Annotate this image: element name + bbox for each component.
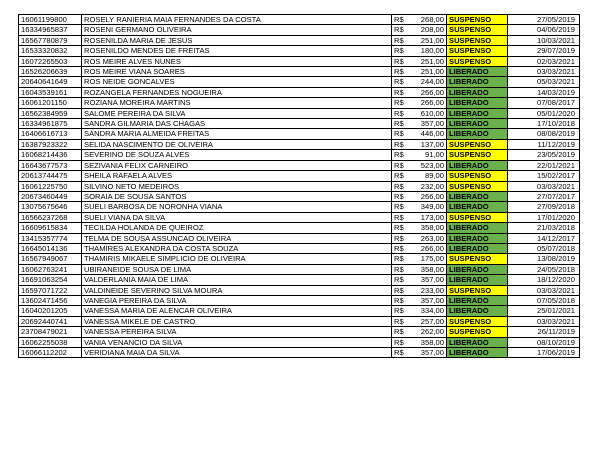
- amount: 266,00: [420, 87, 444, 97]
- cell-date[interactable]: 03/03/2021: [508, 181, 580, 191]
- cell-status[interactable]: SUSPENSO: [447, 56, 508, 66]
- amount: 268,00: [420, 15, 444, 24]
- cell-value[interactable]: [392, 98, 447, 108]
- cell-value[interactable]: [392, 77, 447, 87]
- currency-symbol: R$: [394, 327, 404, 337]
- cell-date[interactable]: 27/05/2019: [508, 15, 580, 25]
- amount: 357,00: [420, 295, 444, 305]
- cell-value[interactable]: [392, 223, 447, 233]
- cell-status[interactable]: LIBERADO: [447, 243, 508, 253]
- cell-status[interactable]: LIBERADO: [447, 160, 508, 170]
- table-row[interactable]: [19, 348, 580, 358]
- cell-id[interactable]: 16061199800: [19, 15, 82, 25]
- cell-value[interactable]: [392, 264, 447, 274]
- cell-name[interactable]: VANEGIA PEREIRA DA SILVA: [82, 295, 392, 305]
- cell-value[interactable]: [392, 108, 447, 118]
- cell-value[interactable]: [392, 129, 447, 139]
- beneficiary-table: [18, 14, 580, 358]
- table-row[interactable]: [19, 212, 580, 222]
- cell-name[interactable]: ROSENILDA MARIA DE JESUS: [82, 35, 392, 45]
- cell-value[interactable]: [392, 191, 447, 201]
- table-row[interactable]: [19, 77, 580, 87]
- cell-name[interactable]: SHEILA RAFAELA ALVES: [82, 171, 392, 181]
- currency-symbol: R$: [394, 275, 404, 285]
- currency-symbol: R$: [394, 129, 404, 139]
- currency-symbol: R$: [394, 243, 404, 253]
- cell-status[interactable]: LIBERADO: [447, 67, 508, 77]
- table-row[interactable]: [19, 46, 580, 56]
- cell-date[interactable]: 15/02/2017: [508, 171, 580, 181]
- table-row[interactable]: [19, 327, 580, 337]
- cell-id[interactable]: 16597071722: [19, 285, 82, 295]
- cell-value[interactable]: [392, 67, 447, 77]
- cell-id[interactable]: 16533320832: [19, 46, 82, 56]
- amount: 180,00: [420, 46, 444, 56]
- cell-date[interactable]: 29/07/2019: [508, 46, 580, 56]
- cell-date[interactable]: 18/12/2020: [508, 275, 580, 285]
- currency-symbol: R$: [394, 46, 404, 56]
- cell-name[interactable]: ROS NEIDE GONCALVES: [82, 77, 392, 87]
- cell-value[interactable]: [392, 139, 447, 149]
- currency-symbol: R$: [394, 348, 404, 357]
- currency-symbol: R$: [394, 77, 404, 87]
- cell-id[interactable]: 16406616713: [19, 129, 82, 139]
- table-row[interactable]: [19, 275, 580, 285]
- amount: 232,00: [420, 181, 444, 191]
- currency-symbol: R$: [394, 285, 404, 295]
- cell-value[interactable]: [392, 233, 447, 243]
- amount: 358,00: [420, 264, 444, 274]
- cell-id[interactable]: 16566237268: [19, 212, 82, 222]
- amount: 357,00: [420, 275, 444, 285]
- cell-id[interactable]: 16387923322: [19, 139, 82, 149]
- amount: 244,00: [420, 77, 444, 87]
- amount: 349,00: [420, 202, 444, 212]
- table-row[interactable]: [19, 108, 580, 118]
- amount: 262,00: [420, 327, 444, 337]
- cell-name[interactable]: ROZIANA MOREIRA MARTINS: [82, 98, 392, 108]
- table-row[interactable]: [19, 119, 580, 129]
- table-row[interactable]: [19, 285, 580, 295]
- amount: 334,00: [420, 306, 444, 316]
- cell-value[interactable]: [392, 285, 447, 295]
- cell-id[interactable]: 20640641649: [19, 77, 82, 87]
- cell-date[interactable]: 17/06/2019: [508, 348, 580, 358]
- currency-symbol: R$: [394, 337, 404, 347]
- cell-id[interactable]: 16062255038: [19, 337, 82, 347]
- cell-value[interactable]: [392, 181, 447, 191]
- cell-status[interactable]: LIBERADO: [447, 87, 508, 97]
- cell-value[interactable]: [392, 254, 447, 264]
- cell-name[interactable]: THAMIRES ALEXANDRA DA COSTA SOUZA: [82, 243, 392, 253]
- currency-symbol: R$: [394, 202, 404, 212]
- cell-value[interactable]: [392, 87, 447, 97]
- currency-symbol: R$: [394, 191, 404, 201]
- cell-id[interactable]: 20673460449: [19, 191, 82, 201]
- amount: 251,00: [420, 35, 444, 45]
- cell-date[interactable]: 07/08/2017: [508, 98, 580, 108]
- cell-value[interactable]: [392, 295, 447, 305]
- cell-date[interactable]: 07/05/2018: [508, 295, 580, 305]
- currency-symbol: R$: [394, 150, 404, 160]
- table-row[interactable]: [19, 181, 580, 191]
- table-row[interactable]: [19, 87, 580, 97]
- cell-date[interactable]: 25/01/2021: [508, 306, 580, 316]
- table-row[interactable]: [19, 223, 580, 233]
- cell-date[interactable]: 17/01/2020: [508, 212, 580, 222]
- cell-id[interactable]: 16072265503: [19, 56, 82, 66]
- cell-name[interactable]: SANDRA GILMARIA DAS CHAGAS: [82, 119, 392, 129]
- cell-name[interactable]: VERIDIANA MAIA DA SILVA: [82, 348, 392, 358]
- amount: 266,00: [420, 243, 444, 253]
- cell-name[interactable]: TECILDA HOLANDA DE QUEIROZ: [82, 223, 392, 233]
- cell-value[interactable]: [392, 15, 447, 25]
- cell-date[interactable]: 03/03/2021: [508, 316, 580, 326]
- cell-value[interactable]: [392, 119, 447, 129]
- currency-symbol: R$: [394, 139, 404, 149]
- table-row[interactable]: [19, 306, 580, 316]
- cell-status[interactable]: SUSPENSO: [447, 15, 508, 25]
- table-row[interactable]: [19, 139, 580, 149]
- cell-status[interactable]: LIBERADO: [447, 77, 508, 87]
- cell-value[interactable]: [392, 202, 447, 212]
- cell-id[interactable]: 16061225750: [19, 181, 82, 191]
- currency-symbol: R$: [394, 254, 404, 264]
- cell-id[interactable]: 16645014136: [19, 243, 82, 253]
- cell-value[interactable]: [392, 327, 447, 337]
- cell-date[interactable]: 08/10/2019: [508, 337, 580, 347]
- cell-name[interactable]: SELIDA NASCIMENTO DE OLIVEIRA: [82, 139, 392, 149]
- cell-status[interactable]: SUSPENSO: [447, 25, 508, 35]
- amount: 257,00: [420, 316, 444, 326]
- cell-status[interactable]: LIBERADO: [447, 191, 508, 201]
- cell-id[interactable]: 16567949067: [19, 254, 82, 264]
- table-row[interactable]: [19, 202, 580, 212]
- amount: 173,00: [420, 212, 444, 222]
- cell-date[interactable]: 23/05/2019: [508, 150, 580, 160]
- table-row[interactable]: [19, 316, 580, 326]
- cell-id[interactable]: 13602471456: [19, 295, 82, 305]
- cell-date[interactable]: 03/03/2021: [508, 285, 580, 295]
- cell-date[interactable]: 27/07/2017: [508, 191, 580, 201]
- table-row[interactable]: [19, 150, 580, 160]
- cell-status[interactable]: LIBERADO: [447, 295, 508, 305]
- table-row[interactable]: [19, 98, 580, 108]
- currency-symbol: R$: [394, 264, 404, 274]
- cell-value[interactable]: [392, 337, 447, 347]
- cell-status[interactable]: SUSPENSO: [447, 46, 508, 56]
- cell-value[interactable]: [392, 243, 447, 253]
- currency-symbol: R$: [394, 56, 404, 66]
- cell-date[interactable]: 26/11/2019: [508, 327, 580, 337]
- cell-name[interactable]: VANESSA PEREIRA SILVA: [82, 327, 392, 337]
- currency-symbol: R$: [394, 295, 404, 305]
- cell-value[interactable]: [392, 171, 447, 181]
- amount: 358,00: [420, 223, 444, 233]
- cell-name[interactable]: VALDERLANIA MAIA DE LIMA: [82, 275, 392, 285]
- cell-value[interactable]: [392, 46, 447, 56]
- cell-date[interactable]: 10/03/2021: [508, 35, 580, 45]
- amount: 251,00: [420, 67, 444, 77]
- cell-name[interactable]: SILVINO NETO MEDEIROS: [82, 181, 392, 191]
- cell-name[interactable]: ROSELY RANIERIA MAIA FERNANDES DA COSTA: [82, 15, 392, 25]
- table-row[interactable]: [19, 295, 580, 305]
- cell-status[interactable]: SUSPENSO: [447, 316, 508, 326]
- cell-status[interactable]: SUSPENSO: [447, 254, 508, 264]
- cell-name[interactable]: VANIA VENANCIO DA SILVA: [82, 337, 392, 347]
- currency-symbol: R$: [394, 119, 404, 129]
- amount: 91,00: [424, 150, 444, 160]
- cell-status[interactable]: LIBERADO: [447, 306, 508, 316]
- cell-id[interactable]: 13075675646: [19, 202, 82, 212]
- cell-value[interactable]: [392, 35, 447, 45]
- currency-symbol: R$: [394, 108, 404, 118]
- amount: 523,00: [420, 160, 444, 170]
- cell-value[interactable]: [392, 150, 447, 160]
- cell-name[interactable]: SEVERINO DE SOUZA ALVES: [82, 150, 392, 160]
- cell-name[interactable]: ROSENILDO MENDES DE FREITAS: [82, 46, 392, 56]
- cell-name[interactable]: ROZANGELA FERNANDES NOGUEIRA: [82, 87, 392, 97]
- cell-status[interactable]: SUSPENSO: [447, 181, 508, 191]
- cell-status[interactable]: SUSPENSO: [447, 327, 508, 337]
- cell-date[interactable]: 08/08/2019: [508, 129, 580, 139]
- cell-status[interactable]: LIBERADO: [447, 108, 508, 118]
- table-row[interactable]: [19, 191, 580, 201]
- cell-id[interactable]: 16066112202: [19, 348, 82, 358]
- cell-date[interactable]: 02/03/2021: [508, 56, 580, 66]
- cell-name[interactable]: SALOME PEREIRA DA SILVA: [82, 108, 392, 118]
- cell-name[interactable]: VANESSA MIKELE DE CASTRO: [82, 316, 392, 326]
- cell-id[interactable]: 16643677573: [19, 160, 82, 170]
- cell-status[interactable]: LIBERADO: [447, 119, 508, 129]
- table-row[interactable]: [19, 160, 580, 170]
- amount: 610,00: [420, 108, 444, 118]
- cell-id[interactable]: 16691063254: [19, 275, 82, 285]
- cell-value[interactable]: [392, 56, 447, 66]
- cell-date[interactable]: 14/12/2017: [508, 233, 580, 243]
- amount: 446,00: [420, 129, 444, 139]
- table-row[interactable]: [19, 67, 580, 77]
- currency-symbol: R$: [394, 25, 404, 35]
- cell-id[interactable]: 20692440741: [19, 316, 82, 326]
- cell-date[interactable]: 24/05/2018: [508, 264, 580, 274]
- cell-value[interactable]: [392, 275, 447, 285]
- cell-id[interactable]: 16068214436: [19, 150, 82, 160]
- amount: 266,00: [420, 191, 444, 201]
- amount: 137,00: [420, 139, 444, 149]
- cell-name[interactable]: THAMIRIS MIKAELE SIMPLICIO DE OLIVEIRA: [82, 254, 392, 264]
- amount: 89,00: [424, 171, 444, 181]
- currency-symbol: R$: [394, 67, 404, 77]
- cell-value[interactable]: [392, 316, 447, 326]
- cell-status[interactable]: LIBERADO: [447, 275, 508, 285]
- table-row[interactable]: [19, 15, 580, 25]
- cell-name[interactable]: VANESSA MARIA DE ALENCAR OLIVEIRA: [82, 306, 392, 316]
- cell-date[interactable]: 13/08/2019: [508, 254, 580, 264]
- cell-status[interactable]: SUSPENSO: [447, 285, 508, 295]
- amount: 358,00: [420, 337, 444, 347]
- cell-id[interactable]: 23708479021: [19, 327, 82, 337]
- cell-value[interactable]: [392, 25, 447, 35]
- currency-symbol: R$: [394, 35, 404, 45]
- table-row[interactable]: [19, 56, 580, 66]
- cell-id[interactable]: 16334961875: [19, 119, 82, 129]
- amount: 251,00: [420, 56, 444, 66]
- amount: 357,00: [420, 119, 444, 129]
- cell-name[interactable]: ROS MEIRE VIANA SOARES: [82, 67, 392, 77]
- currency-symbol: R$: [394, 181, 404, 191]
- cell-status[interactable]: SUSPENSO: [447, 150, 508, 160]
- spreadsheet: [18, 14, 578, 358]
- cell-name[interactable]: ROS MEIRE ALVES NUNES: [82, 56, 392, 66]
- cell-value[interactable]: [392, 348, 447, 358]
- table-body: [19, 15, 580, 358]
- cell-date[interactable]: 14/03/2019: [508, 87, 580, 97]
- table-row[interactable]: [19, 25, 580, 35]
- cell-name[interactable]: SEZIVANIA FELIX CARNEIRO: [82, 160, 392, 170]
- cell-status[interactable]: LIBERADO: [447, 223, 508, 233]
- cell-status[interactable]: LIBERADO: [447, 348, 508, 358]
- cell-status[interactable]: SUSPENSO: [447, 212, 508, 222]
- cell-date[interactable]: 04/06/2019: [508, 25, 580, 35]
- currency-symbol: R$: [394, 306, 404, 316]
- cell-date[interactable]: 03/03/2021: [508, 67, 580, 77]
- table-row[interactable]: [19, 35, 580, 45]
- cell-status[interactable]: LIBERADO: [447, 264, 508, 274]
- cell-status[interactable]: SUSPENSO: [447, 171, 508, 181]
- cell-id[interactable]: 16526206639: [19, 67, 82, 77]
- cell-name[interactable]: VALDINEIDE SEVERINO SILVA MOURA: [82, 285, 392, 295]
- cell-id[interactable]: 16334965837: [19, 25, 82, 35]
- cell-id[interactable]: 16609615834: [19, 223, 82, 233]
- cell-date[interactable]: 22/01/2021: [508, 160, 580, 170]
- table-row[interactable]: [19, 254, 580, 264]
- cell-status[interactable]: LIBERADO: [447, 98, 508, 108]
- cell-date[interactable]: 11/12/2019: [508, 139, 580, 149]
- cell-status[interactable]: LIBERADO: [447, 129, 508, 139]
- table-row[interactable]: [19, 129, 580, 139]
- cell-name[interactable]: ROSENI GERMANO OLIVEIRA: [82, 25, 392, 35]
- currency-symbol: R$: [394, 212, 404, 222]
- cell-id[interactable]: 13415357774: [19, 233, 82, 243]
- cell-date[interactable]: 05/03/2021: [508, 77, 580, 87]
- amount: 266,00: [420, 98, 444, 108]
- amount: 208,00: [420, 25, 444, 35]
- cell-status[interactable]: LIBERADO: [447, 337, 508, 347]
- cell-id[interactable]: 16043539161: [19, 87, 82, 97]
- cell-status[interactable]: SUSPENSO: [447, 139, 508, 149]
- table-row[interactable]: [19, 233, 580, 243]
- table-row[interactable]: [19, 171, 580, 181]
- cell-name[interactable]: SUELI VIANA DA SILVA: [82, 212, 392, 222]
- cell-name[interactable]: SUELI BARBOSA DE NORONHA VIANA: [82, 202, 392, 212]
- cell-status[interactable]: LIBERADO: [447, 233, 508, 243]
- cell-status[interactable]: LIBERADO: [447, 202, 508, 212]
- cell-id[interactable]: 16062763241: [19, 264, 82, 274]
- currency-symbol: R$: [394, 171, 404, 181]
- cell-name[interactable]: TELMA DE SOUSA ASSUNCAO OLIVEIRA: [82, 233, 392, 243]
- cell-date[interactable]: 05/01/2020: [508, 108, 580, 118]
- cell-value[interactable]: [392, 306, 447, 316]
- cell-id[interactable]: 20613744475: [19, 171, 82, 181]
- cell-date[interactable]: 27/09/2018: [508, 202, 580, 212]
- cell-status[interactable]: SUSPENSO: [447, 35, 508, 45]
- currency-symbol: R$: [394, 233, 404, 243]
- currency-symbol: R$: [394, 98, 404, 108]
- cell-date[interactable]: 17/10/2018: [508, 119, 580, 129]
- amount: 233,00: [420, 285, 444, 295]
- table-row[interactable]: [19, 243, 580, 253]
- table-row[interactable]: [19, 337, 580, 347]
- currency-symbol: R$: [394, 15, 404, 24]
- amount: 357,00: [420, 348, 444, 357]
- cell-name[interactable]: UBIRANEIDE SOUSA DE LIMA: [82, 264, 392, 274]
- cell-value[interactable]: [392, 212, 447, 222]
- amount: 263,00: [420, 233, 444, 243]
- currency-symbol: R$: [394, 160, 404, 170]
- cell-date[interactable]: 21/03/2018: [508, 223, 580, 233]
- cell-id[interactable]: 16567780879: [19, 35, 82, 45]
- cell-name[interactable]: SANDRA MARIA ALMEIDA FREITAS: [82, 129, 392, 139]
- cell-id[interactable]: 16040201205: [19, 306, 82, 316]
- cell-date[interactable]: 05/07/2018: [508, 243, 580, 253]
- cell-value[interactable]: [392, 160, 447, 170]
- currency-symbol: R$: [394, 223, 404, 233]
- table-row[interactable]: [19, 264, 580, 274]
- currency-symbol: R$: [394, 87, 404, 97]
- cell-name[interactable]: SORAIA DE SOUSA SANTOS: [82, 191, 392, 201]
- cell-id[interactable]: 16061201150: [19, 98, 82, 108]
- amount: 175,00: [420, 254, 444, 264]
- currency-symbol: R$: [394, 316, 404, 326]
- cell-id[interactable]: 16562384959: [19, 108, 82, 118]
